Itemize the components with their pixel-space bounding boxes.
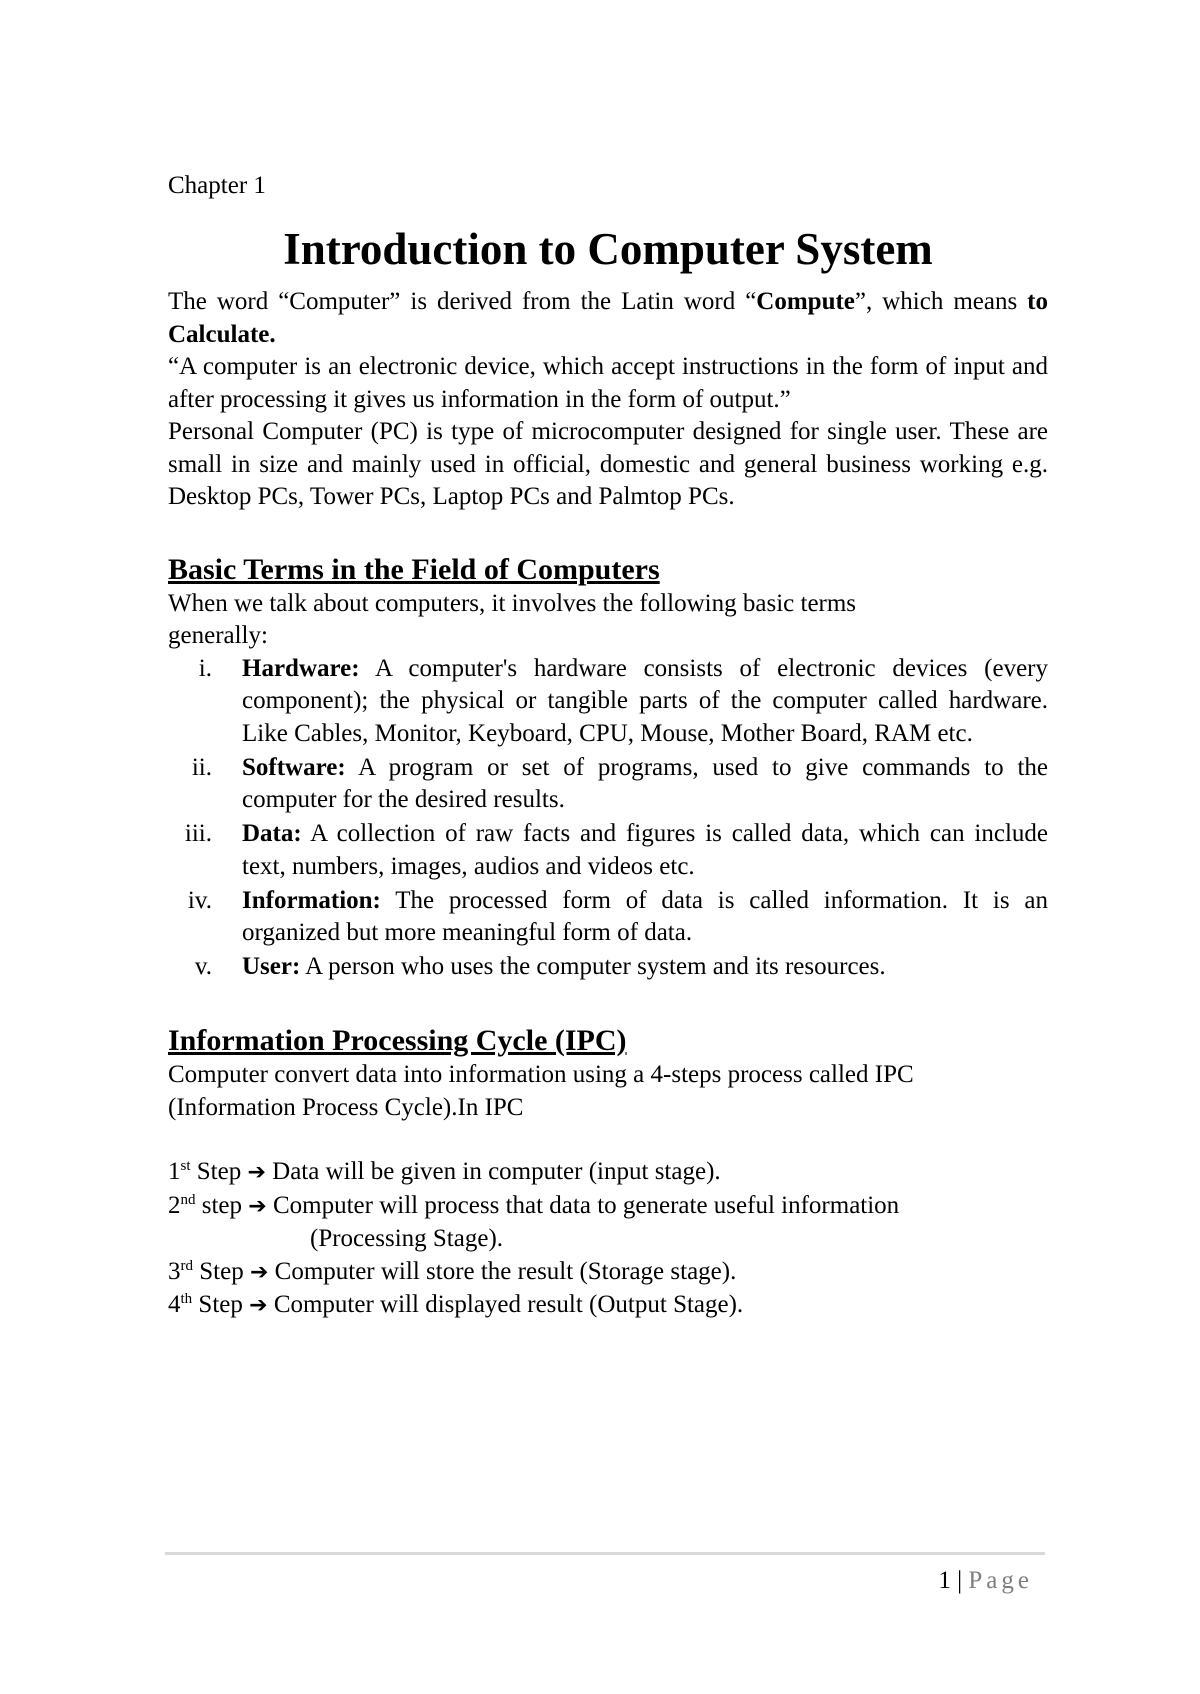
step-description: Computer will displayed result (Output Stage). [267, 1291, 744, 1318]
term-item [168, 885, 1048, 950]
term-item [168, 653, 1048, 751]
term-description: A collection of raw facts and figures is called data, which can include text, numbers, images, audios and videos etc. [242, 820, 1048, 880]
term-number: v. [194, 953, 212, 980]
step-number: 2 [168, 1191, 181, 1219]
ipc-intro: Computer convert data into information using a 4-steps process called IPC (Information Process Cycle).In IPC [168, 1061, 914, 1121]
document-title: Introduction to Computer System [283, 224, 933, 274]
section-heading-basic-terms: Basic Terms in the Field of Computers [168, 552, 660, 586]
step-ordinal-suffix: th [180, 1291, 193, 1307]
term-label: Data: [242, 820, 302, 847]
intro-paragraph-etymology [168, 286, 1048, 351]
step-ordinal-suffix: st [180, 1158, 191, 1174]
ipc-steps [168, 1156, 1048, 1323]
step-word: Step [192, 1291, 250, 1318]
step-ordinal-suffix: nd [180, 1191, 196, 1208]
page-footer [165, 1552, 1045, 1594]
right-arrow-icon: ➔ [247, 1160, 266, 1185]
term-number: iii. [184, 820, 212, 847]
term-number: ii. [191, 753, 212, 781]
basic-terms-intro: When we talk about computers, it involves the following basic terms generally: [168, 589, 857, 649]
section-heading-ipc: Information Processing Cycle (IPC) [168, 1024, 627, 1057]
step-word: Step [190, 1158, 248, 1185]
step-word: Step [193, 1257, 250, 1285]
term-body [242, 885, 1048, 950]
step-number: 4 [168, 1291, 181, 1318]
step-description: Computer will process that data to generate useful information [266, 1191, 900, 1219]
intro-text-a: The word “Computer” is derived from the Latin word “ [168, 288, 757, 315]
term-body [242, 951, 1048, 984]
intro-paragraph-definition: “A computer is an electronic device, which accept instructions in the form of input and after processing it gives us information in the form of output.” [168, 353, 1048, 413]
step-number: 3 [168, 1257, 181, 1285]
document-page [168, 168, 1048, 1323]
step-number: 1 [168, 1158, 181, 1185]
term-description: The processed form of data is called information. It is an organized but more meaningful form of data. [242, 886, 1048, 946]
ipc-step [168, 1256, 1048, 1290]
step-description: Computer will store the result (Storage stage). [268, 1257, 737, 1285]
term-item [168, 818, 1048, 883]
right-arrow-icon: ➔ [249, 1293, 268, 1318]
ipc-step [168, 1190, 1048, 1224]
term-number: iv. [187, 886, 212, 914]
term-number: i. [198, 654, 212, 682]
intro-text-b: ”, which means [854, 288, 1028, 315]
term-body [242, 653, 1048, 751]
term-label: Hardware: [242, 654, 360, 682]
ipc-step-continuation: (Processing Stage). [310, 1225, 504, 1252]
page-word: Page [968, 1567, 1033, 1594]
term-label: Software: [242, 753, 346, 781]
page-number-value: 1 [938, 1567, 951, 1594]
term-label: User: [242, 953, 301, 980]
step-description: Data will be given in computer (input stage). [265, 1158, 721, 1185]
term-item [168, 951, 1048, 984]
step-word: step [195, 1191, 249, 1219]
term-description: A person who uses the computer system and its resources. [300, 953, 886, 980]
intro-bold-compute: Compute [756, 288, 855, 315]
right-arrow-icon: ➔ [249, 1259, 269, 1285]
ipc-step [168, 1289, 1048, 1323]
term-body [242, 818, 1048, 883]
term-description: A program or set of programs, used to give commands to the computer for the desired results. [242, 753, 1048, 813]
term-item [168, 752, 1048, 817]
page-number [938, 1565, 1033, 1597]
ipc-step [168, 1156, 1048, 1190]
right-arrow-icon: ➔ [248, 1193, 267, 1219]
chapter-label: Chapter 1 [168, 172, 266, 199]
intro-bold-meaning: to Calculate. [168, 288, 1048, 348]
basic-terms-list [168, 653, 1048, 984]
term-label: Information: [242, 886, 381, 914]
term-description: A computer's hardware consists of electronic devices (every component); the physical or tangible parts of the computer called hardware. Like Cables, Monitor, Keyboard, CPU, Mouse, Mother Board, RAM etc. [242, 654, 1048, 747]
intro-paragraph-pc: Personal Computer (PC) is type of microcomputer designed for single user. These are small in size and mainly used in official, domestic and general business working e.g. Desktop PCs, Tower PCs, Laptop PCs and Palmtop PCs. [168, 418, 1048, 510]
step-ordinal-suffix: rd [180, 1257, 193, 1274]
term-body [242, 752, 1048, 817]
page-number-separator: | [950, 1567, 969, 1594]
